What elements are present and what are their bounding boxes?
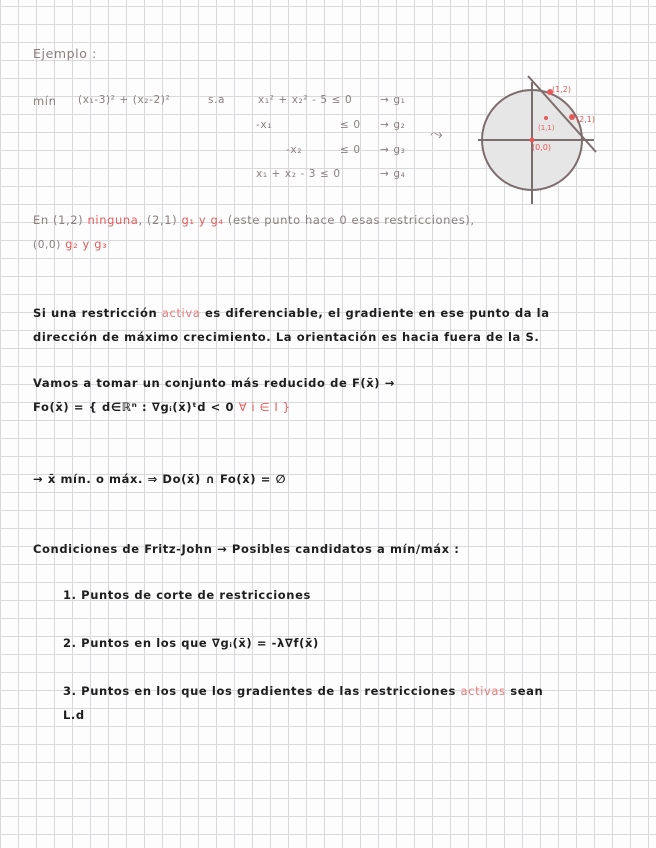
constraint-3-g: → g₃ (380, 144, 406, 156)
constraint-4-g: → g₄ (380, 168, 406, 180)
fritz-john-title: Condiciones de Fritz-John → Posibles candidatos a mín/máx : (33, 542, 460, 556)
fritz-item-3-line-1 (63, 684, 543, 698)
fritz-item-2: 2. Puntos en los que ∇gᵢ(x̄) = -λ∇f(x̄) (63, 636, 319, 650)
constraint-1-g: → g₁ (380, 94, 406, 106)
paragraph-1-line-1 (33, 306, 550, 320)
constraint-3: -x₂ (286, 144, 303, 156)
point-1-1 (544, 116, 548, 120)
min-label: mín (33, 94, 57, 108)
constraint-2-g: → g₂ (380, 119, 406, 131)
constraint-3-rhs: ≤ 0 (340, 144, 361, 156)
paragraph-3: → x̄ mín. o máx. ⇒ Do(x̄) ∩ Fo(x̄) = ∅ (33, 472, 287, 486)
fritz-item-3-active: activas (460, 684, 506, 698)
label-origin: (0,0) (532, 143, 551, 152)
paragraph-1-line-2: dirección de máximo crecimiento. La orientación es hacia fuera de la S. (33, 330, 540, 344)
constraint-2-rhs: ≤ 0 (340, 119, 361, 131)
paragraph-2-line-1: Vamos a tomar un conjunto más reducido de F(x̄) → (33, 376, 395, 390)
objective-function: (x₁-3)² + (x₂-2)² (78, 94, 171, 106)
analysis-line-2 (33, 237, 107, 251)
fritz-item-3-text: 3. Puntos en los que los gradientes de las restricciones (63, 684, 456, 698)
analysis-point-1-2: En (1,2) (33, 213, 84, 227)
analysis-line-1 (33, 213, 475, 227)
fo-for-all: ∀ i ∈ I } (238, 400, 291, 414)
analysis-none: ninguna (87, 213, 139, 227)
label-1-2: (1,2) (552, 85, 571, 94)
p1-text-a: Si una restricción (33, 306, 158, 320)
paragraph-2-line-2 (33, 400, 291, 414)
point-2-1 (569, 114, 575, 120)
fritz-item-1: 1. Puntos de corte de restricciones (63, 588, 311, 602)
fritz-item-3-sean: sean (510, 684, 544, 698)
constraint-4: x₁ + x₂ - 3 ≤ 0 (256, 168, 341, 180)
squiggle-arrow-icon: ⤳ (430, 124, 444, 143)
analysis-point-2-1: , (2,1) (138, 213, 178, 227)
feasible-region-diagram (468, 72, 618, 212)
fritz-item-3-line-2: L.d (63, 708, 85, 722)
p1-active-word: activa (161, 306, 201, 320)
label-1-1: (1,1) (538, 124, 555, 132)
analysis-g2-g3: g₂ y g₃ (65, 237, 108, 251)
point-origin (530, 138, 535, 143)
analysis-explanation: (este punto hace 0 esas restricciones), (227, 213, 475, 227)
p1-text-c: es diferenciable, el gradiente en ese punto da la (205, 306, 550, 320)
subject-to-label: s.a (208, 94, 226, 106)
example-title: Ejemplo : (33, 46, 97, 61)
constraint-2: -x₁ (256, 119, 273, 131)
constraint-1: x₁² + x₂² - 5 ≤ 0 (258, 94, 353, 106)
analysis-g1-g4: g₁ y g₄ (181, 213, 224, 227)
analysis-origin: (0,0) (33, 239, 61, 251)
fo-definition: Fo(x̄) = { d∈ℝⁿ : ∇gᵢ(x̄)ᵗd < 0 (33, 400, 235, 414)
label-2-1: (2,1) (576, 115, 595, 124)
